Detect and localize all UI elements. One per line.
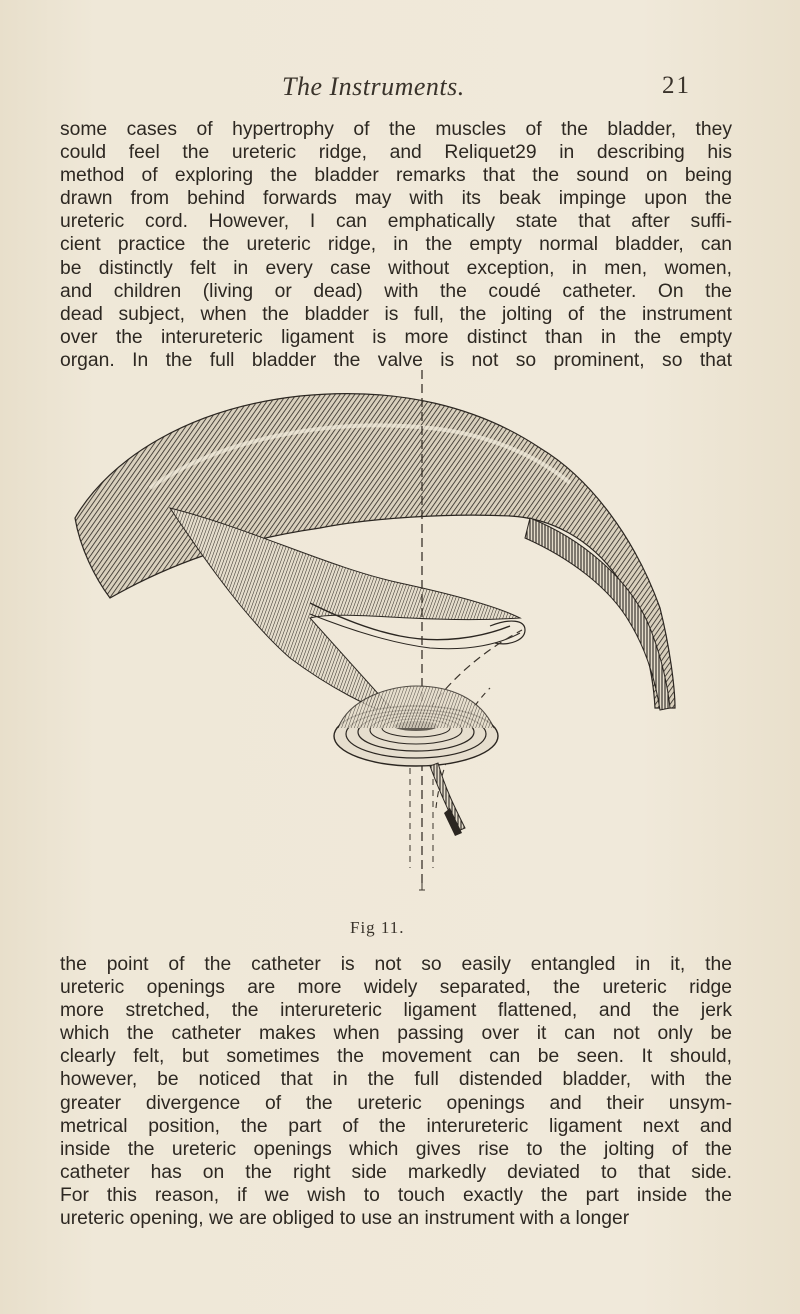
text-line: clearly felt, but sometimes the movement can be seen. It should, <box>60 1046 732 1068</box>
page-header <box>0 72 800 106</box>
text-line: greater divergence of the ureteric openings and their unsym- <box>60 1092 732 1114</box>
trigone-sheet <box>170 508 520 718</box>
figure-caption: Fig 11. <box>350 918 405 937</box>
text-line: cient practice the ureteric ridge, in the empty normal bladder, can <box>60 234 732 256</box>
bladder-illustration <box>70 368 716 908</box>
text-line: metrical position, the part of the interureteric ligament next and <box>60 1115 732 1137</box>
paragraph-bottom <box>60 953 732 1230</box>
text-line: inside the ureteric openings which gives rise to the jolting of the <box>60 1138 732 1160</box>
paragraph-top <box>60 118 732 372</box>
text-line: For this reason, if we wish to touch exactly the part inside the <box>60 1184 732 1206</box>
text-line: drawn from behind forwards may with its beak impinge upon the <box>60 188 732 210</box>
text-line: and children (living or dead) with the coudé catheter. On the <box>60 280 732 302</box>
text-line: over the interureteric ligament is more distinct than in the empty <box>60 326 732 348</box>
text-line: the point of the catheter is not so easily entangled in it, the <box>60 954 732 975</box>
text-line: method of exploring the bladder remarks that the sound on being <box>60 165 732 187</box>
text-line: more stretched, the interureteric ligament flattened, and the jerk <box>60 1000 732 1022</box>
text-line: ureteric opening, we are obliged to use an instrument with a longer <box>60 1208 630 1230</box>
text-line: ureteric cord. However, I can emphatically state that after suffi- <box>60 211 732 233</box>
text-line: ureteric openings are more widely separated, the ureteric ridge <box>60 977 732 999</box>
text-line: which the catheter makes when passing over it can not only be <box>60 1023 732 1045</box>
page-number: 21 <box>662 72 691 99</box>
text-line: catheter has on the right side markedly deviated to that side. <box>60 1161 732 1183</box>
text-line: could feel the ureteric ridge, and Reliquet29 in describing his <box>60 142 732 164</box>
text-line: however, be noticed that in the full distended bladder, with the <box>60 1069 732 1091</box>
text-line: some cases of hypertrophy of the muscles of the bladder, they <box>60 119 732 140</box>
text-line: be distinctly felt in every case without exception, in men, women, <box>60 257 732 279</box>
text-line: dead subject, when the bladder is full, the jolting of the instrument <box>60 303 732 325</box>
text-line: organ. In the full bladder the valve is not so prominent, so that <box>60 349 732 371</box>
running-title: The Instruments. <box>282 72 465 101</box>
